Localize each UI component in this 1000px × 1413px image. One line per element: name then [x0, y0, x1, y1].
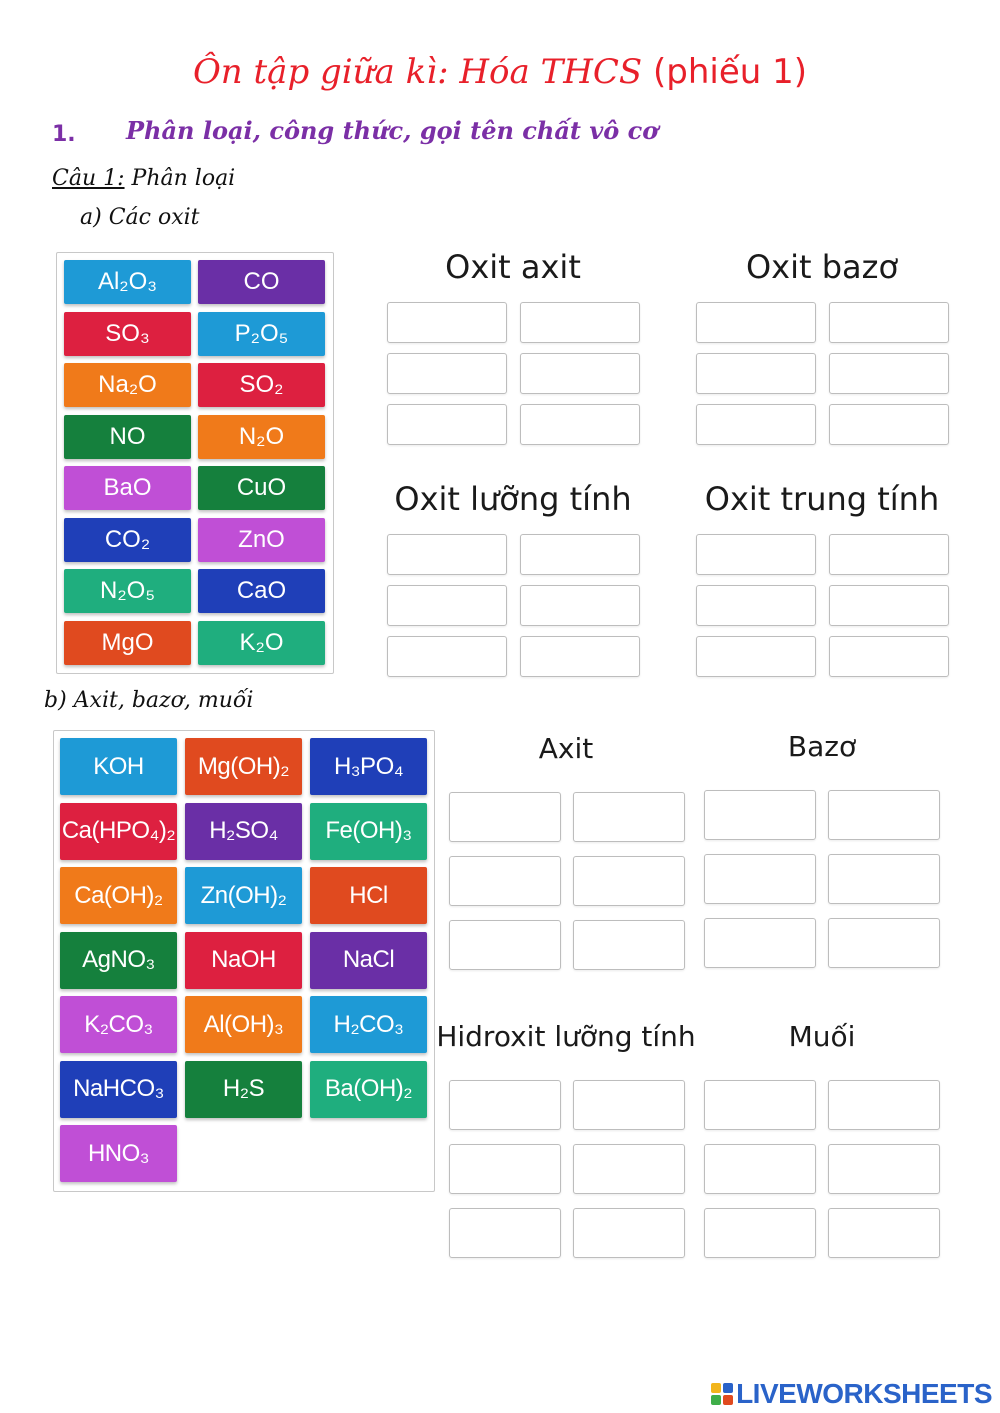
category-heading-muoi: Muối [788, 1020, 856, 1053]
drop-zone-axit[interactable] [573, 792, 685, 842]
compound-tile[interactable]: NaHCO₃ [60, 1061, 177, 1118]
drop-zone-oxit-axit[interactable] [520, 404, 640, 445]
question-text: Phân loại [131, 166, 236, 191]
compound-tile[interactable]: NaOH [185, 932, 302, 989]
compound-tile[interactable]: KOH [60, 738, 177, 795]
oxide-tile[interactable]: NO [64, 415, 191, 459]
title-suffix: (phiếu 1) [653, 52, 808, 92]
category-heading-oxit-luong-tinh: Oxit lưỡng tính [394, 480, 632, 518]
liveworksheets-logo [711, 1378, 992, 1410]
title-main: Ôn tập giữa kì: Hóa THCS [192, 52, 643, 92]
drop-zone-oxit-bazo[interactable] [696, 302, 816, 343]
drop-zone-oxit-axit[interactable] [387, 302, 507, 343]
compound-tile[interactable]: H₂CO₃ [310, 996, 427, 1053]
drop-zone-muoi[interactable] [704, 1080, 816, 1130]
category-heading-hidroxit-luong-tinh: Hidroxit lưỡng tính [436, 1020, 696, 1053]
drop-zone-hidroxit-luong-tinh[interactable] [573, 1144, 685, 1194]
drop-zone-oxit-bazo[interactable] [829, 302, 949, 343]
oxide-tile[interactable]: CO₂ [64, 518, 191, 562]
drop-zone-axit[interactable] [573, 920, 685, 970]
oxide-tile[interactable]: BaO [64, 466, 191, 510]
drop-zone-oxit-luong-tinh[interactable] [387, 636, 507, 677]
oxide-tile[interactable]: Al₂O₃ [64, 260, 191, 304]
compound-tile[interactable]: NaCl [310, 932, 427, 989]
oxide-tile[interactable]: P₂O₅ [198, 312, 325, 356]
drop-zone-bazo[interactable] [704, 790, 816, 840]
oxide-tile-bank [56, 252, 334, 674]
drop-zone-oxit-trung-tinh[interactable] [829, 585, 949, 626]
oxide-tile[interactable]: K₂O [198, 621, 325, 665]
drop-zone-muoi[interactable] [704, 1144, 816, 1194]
compound-tile[interactable]: Ca(HPO₄)₂ [60, 803, 177, 860]
drop-zone-hidroxit-luong-tinh[interactable] [449, 1080, 561, 1130]
drop-zone-hidroxit-luong-tinh[interactable] [573, 1208, 685, 1258]
oxide-tile[interactable]: MgO [64, 621, 191, 665]
drop-zone-bazo[interactable] [828, 918, 940, 968]
drop-zone-oxit-trung-tinh[interactable] [696, 585, 816, 626]
compound-tile[interactable]: Zn(OH)₂ [185, 867, 302, 924]
oxide-tile[interactable]: SO₂ [198, 363, 325, 407]
oxide-tile[interactable]: N₂O₅ [64, 569, 191, 613]
drop-zone-hidroxit-luong-tinh[interactable] [573, 1080, 685, 1130]
drop-zone-oxit-bazo[interactable] [829, 353, 949, 394]
drop-zone-oxit-trung-tinh[interactable] [829, 636, 949, 677]
oxide-tile[interactable]: CuO [198, 466, 325, 510]
compound-tile[interactable]: HNO₃ [60, 1125, 177, 1182]
section-number: 1. [52, 122, 76, 147]
oxide-tile[interactable]: SO₃ [64, 312, 191, 356]
compound-tile[interactable]: Ca(OH)₂ [60, 867, 177, 924]
category-heading-oxit-axit: Oxit axit [445, 248, 581, 286]
drop-zone-bazo[interactable] [704, 918, 816, 968]
compound-tile[interactable]: H₃PO₄ [310, 738, 427, 795]
category-heading-oxit-bazo: Oxit bazơ [745, 248, 899, 286]
oxide-tile[interactable]: CaO [198, 569, 325, 613]
category-heading-axit: Axit [538, 732, 594, 765]
compound-tile[interactable]: HCl [310, 867, 427, 924]
compound-tile[interactable]: K₂CO₃ [60, 996, 177, 1053]
drop-zone-hidroxit-luong-tinh[interactable] [449, 1144, 561, 1194]
category-heading-oxit-trung-tinh: Oxit trung tính [704, 480, 940, 518]
logo-text: LIVEWORKSHEETS [736, 1378, 992, 1409]
drop-zone-oxit-axit[interactable] [520, 302, 640, 343]
drop-zone-muoi[interactable] [828, 1144, 940, 1194]
drop-zone-bazo[interactable] [704, 854, 816, 904]
drop-zone-oxit-bazo[interactable] [696, 404, 816, 445]
drop-zone-oxit-trung-tinh[interactable] [696, 534, 816, 575]
drop-zone-oxit-luong-tinh[interactable] [387, 534, 507, 575]
compound-tile[interactable]: Mg(OH)₂ [185, 738, 302, 795]
drop-zone-oxit-luong-tinh[interactable] [387, 585, 507, 626]
drop-zone-axit[interactable] [449, 792, 561, 842]
part-a-heading: a) Các oxit [80, 205, 200, 230]
drop-zone-axit[interactable] [573, 856, 685, 906]
oxide-tile[interactable]: Na₂O [64, 363, 191, 407]
drop-zone-oxit-luong-tinh[interactable] [520, 636, 640, 677]
drop-zone-bazo[interactable] [828, 790, 940, 840]
question-label: Câu 1: [52, 166, 125, 191]
drop-zone-muoi[interactable] [704, 1208, 816, 1258]
drop-zone-muoi[interactable] [828, 1208, 940, 1258]
compound-tile[interactable]: Fe(OH)₃ [310, 803, 427, 860]
compound-tile-bank [53, 730, 435, 1192]
drop-zone-oxit-trung-tinh[interactable] [696, 636, 816, 677]
drop-zone-oxit-luong-tinh[interactable] [520, 585, 640, 626]
drop-zone-bazo[interactable] [828, 854, 940, 904]
section-heading: Phân loại, công thức, gọi tên chất vô cơ [126, 116, 659, 145]
compound-tile[interactable]: Ba(OH)₂ [310, 1061, 427, 1118]
compound-tile[interactable]: H₂S [185, 1061, 302, 1118]
compound-tile[interactable]: H₂SO₄ [185, 803, 302, 860]
drop-zone-oxit-axit[interactable] [387, 404, 507, 445]
drop-zone-hidroxit-luong-tinh[interactable] [449, 1208, 561, 1258]
oxide-tile[interactable]: ZnO [198, 518, 325, 562]
category-heading-bazo: Bazơ [787, 730, 857, 763]
drop-zone-oxit-bazo[interactable] [696, 353, 816, 394]
drop-zone-axit[interactable] [449, 920, 561, 970]
drop-zone-oxit-axit[interactable] [387, 353, 507, 394]
compound-tile[interactable]: Al(OH)₃ [185, 996, 302, 1053]
drop-zone-muoi[interactable] [828, 1080, 940, 1130]
page-title [0, 52, 1000, 92]
logo-icon [711, 1383, 733, 1405]
compound-tile[interactable]: AgNO₃ [60, 932, 177, 989]
drop-zone-oxit-bazo[interactable] [829, 404, 949, 445]
drop-zone-oxit-axit[interactable] [520, 353, 640, 394]
oxide-tile[interactable]: CO [198, 260, 325, 304]
oxide-tile[interactable]: N₂O [198, 415, 325, 459]
drop-zone-axit[interactable] [449, 856, 561, 906]
part-b-heading: b) Axit, bazơ, muối [44, 688, 254, 713]
drop-zone-oxit-trung-tinh[interactable] [829, 534, 949, 575]
drop-zone-oxit-luong-tinh[interactable] [520, 534, 640, 575]
question-heading [52, 166, 235, 191]
